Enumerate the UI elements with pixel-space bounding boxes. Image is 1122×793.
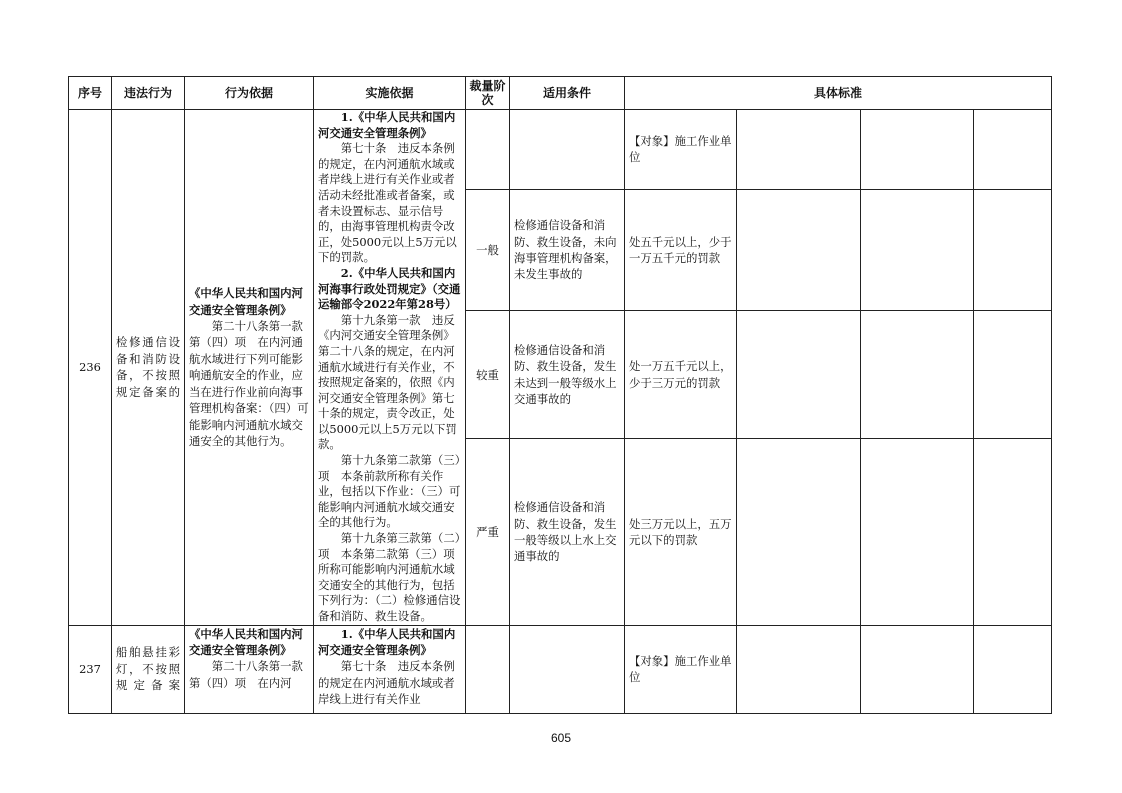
level-label: 一般 [466,189,510,311]
level-standard: 处五千元以上，少于一万五千元的罚款 [625,189,737,311]
penalty-table [68,76,1052,714]
header-no: 序号 [69,77,112,110]
level-standard: 处一万五千元以上，少于三万元的罚款 [625,311,737,439]
object-cell: 【对象】施工作业单位 [625,625,737,713]
level-condition: 检修通信设备和消防、救生设备，发生未达到一般等级水上交通事故的 [510,311,625,439]
row-no: 237 [69,625,112,713]
row-basis [185,110,314,626]
row-act: 检修通信设备和消防设备，不按照规定备案的 [112,110,185,626]
level-label: 严重 [466,439,510,625]
impl-2-p1: 第十九条第一款 违反《内河交通安全管理条例》第二十八条的规定，在内河通航水域进行有关作业，不按照规定备案的，依照《内河交通安全管理条例》第七十条的规定，责令改正，处以5000元以上5万元以下罚款。 [318,312,457,452]
basis-text: 第二十八条第一款第（四）项 在内河通航水域进行下列可能影响通航安全的作业，应当在进行作业前向海事管理机构备案：（四）可能影响内河通航水域交通安全的其他行为。 [189,319,309,448]
blank-cell [974,311,1052,439]
table-row [69,110,1052,190]
row-impl [314,625,466,713]
page-number: 605 [550,731,572,745]
blank-cell [861,311,974,439]
row-basis [185,625,314,713]
blank-cell [974,189,1052,311]
blank-cell [737,625,861,713]
impl-1-text: 第七十条 违反本条例的规定，在内河通航水域或者岸线上进行有关作业或者活动未经批准或者备案，或者未设置标志、显示信号的，由海事管理机构责令改正，处5000元以上5万元以下的罚款。 [318,141,457,265]
row-no: 236 [69,110,112,626]
header-act: 违法行为 [112,77,185,110]
impl-1-title: 1.《中华人民共和国内河交通安全管理条例》 [318,626,456,657]
blank-cell [737,439,861,625]
blank-cell [974,110,1052,190]
impl-2-title: 2.《中华人民共和国内河海事行政处罚规定》（交通运输部令2022年第28号） [318,265,461,312]
level-label: 较重 [466,311,510,439]
blank-cell [861,189,974,311]
blank-cell [974,439,1052,625]
blank-cell [737,311,861,439]
header-level: 裁量阶次 [466,77,510,110]
impl-1-title: 1.《中华人民共和国内河交通安全管理条例》 [318,110,456,140]
blank-cell [737,189,861,311]
impl-2-p2: 第十九条第二款第（三）项 本条前款所称有关作业，包括以下作业：（三）可能影响内河通航水域交通安全的其他行为。 [318,453,461,530]
blank-cell [861,439,974,625]
blank-cell [861,110,974,190]
level-condition: 检修通信设备和消防、救生设备，未向海事管理机构备案，未发生事故的 [510,189,625,311]
row-impl [314,110,466,626]
row-act: 船舶悬挂彩灯，不按照规定备案 [112,625,185,713]
object-cell: 【对象】施工作业单位 [625,110,737,190]
cond-cell-empty [510,110,625,190]
level-cell-empty [466,625,510,713]
blank-cell [974,625,1052,713]
table-row [69,625,1052,713]
blank-cell [861,625,974,713]
level-condition: 检修通信设备和消防、救生设备，发生一般等级以上水上交通事故的 [510,439,625,625]
cond-cell-empty [510,625,625,713]
level-cell-empty [466,110,510,190]
blank-cell [737,110,861,190]
level-standard: 处三万元以上，五万元以下的罚款 [625,439,737,625]
impl-2-p3: 第十九条第三款第（二）项 本条第二款第（三）项所称可能影响内河通航水域交通安全的其他行为，包括下列行为：（二）检修通信设备和消防、救生设备。 [318,531,461,623]
header-impl: 实施依据 [314,77,466,110]
header-cond: 适用条件 [510,77,625,110]
header-std: 具体标准 [625,77,1052,110]
basis-title: 《中华人民共和国内河交通安全管理条例》 [189,286,303,317]
header-basis: 行为依据 [185,77,314,110]
basis-text: 第二十八条第一款第（四）项 在内河 [189,659,303,690]
basis-title: 《中华人民共和国内河交通安全管理条例》 [189,626,303,657]
impl-1-text: 第七十条 违反本条例的规定在内河通航水域或者岸线上进行有关作业 [318,659,455,707]
header-row [69,77,1052,110]
